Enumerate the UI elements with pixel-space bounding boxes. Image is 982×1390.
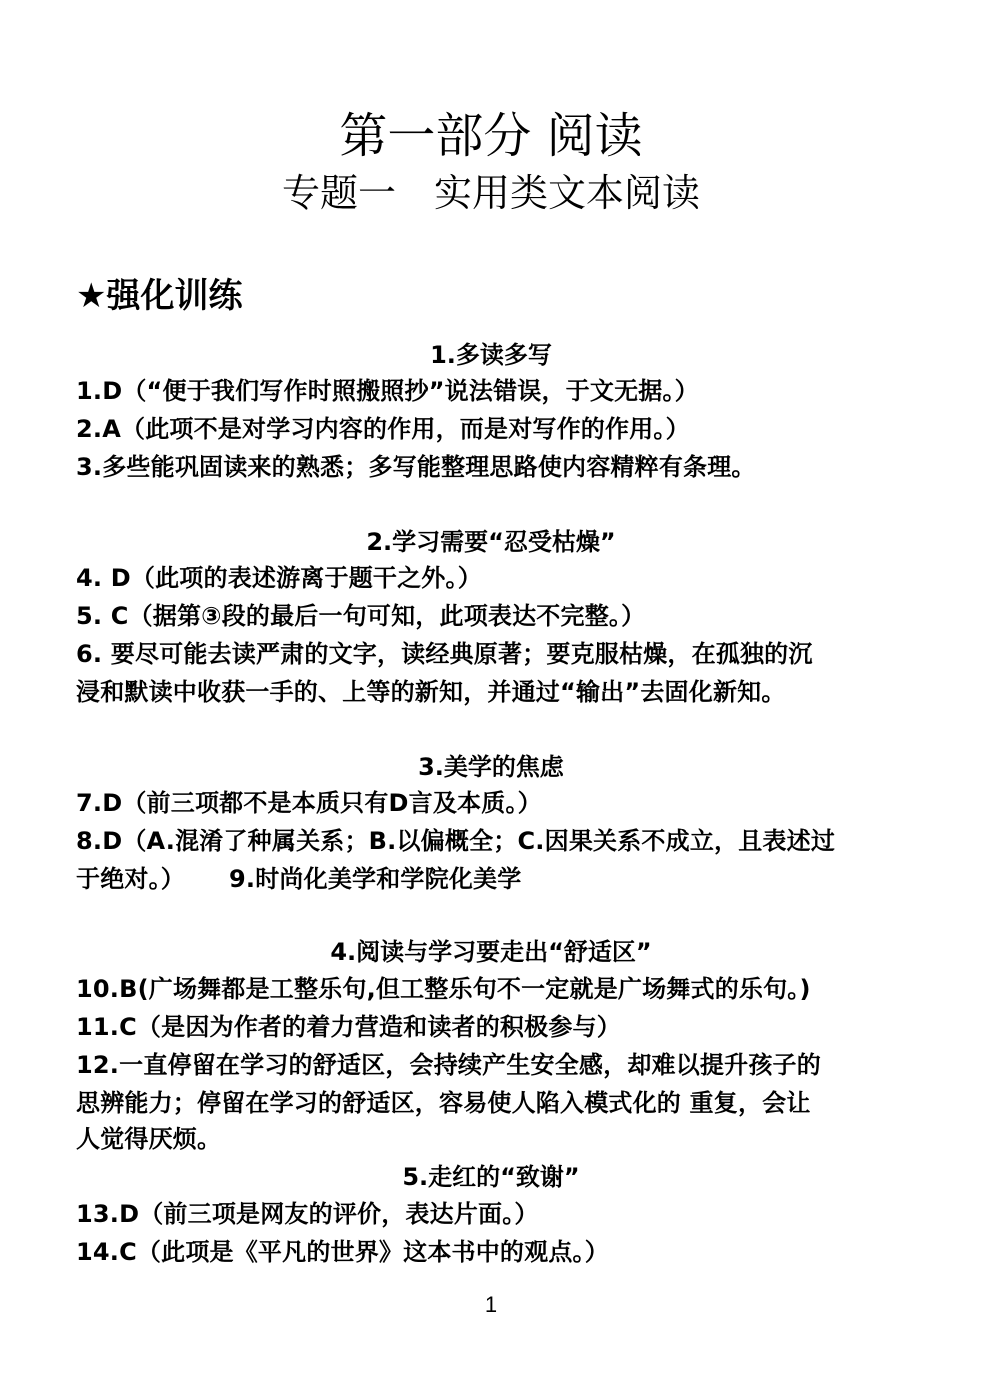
answer-line: 4. D（此项的表述游离于题干之外。）	[76, 564, 482, 592]
answer-text: 9.时尚化美学和学院化美学	[229, 865, 522, 893]
answer-line: 2.A（此项不是对学习内容的作用，而是对写作的作用。）	[76, 415, 690, 443]
item-title-2: 2.学习需要“忍受枯燥”	[366, 528, 616, 556]
answer-line: 7.D（前三项都不是本质只有D言及本质。）	[76, 789, 542, 817]
answer-line: 8.D（A.混淆了种属关系；B.以偏概全；C.因果关系不成立，且表述过	[76, 827, 836, 855]
part-title: 第一部分 阅读	[339, 108, 643, 164]
item-title-1: 1.多读多写	[430, 341, 552, 369]
answer-line: 6. 要尽可能去读严肃的文字，读经典原著；要克服枯燥，在孤独的沉	[76, 640, 813, 668]
answer-text: 于绝对。）	[76, 865, 185, 893]
answer-line: 13.D（前三项是网友的评价，表达片面。）	[76, 1200, 539, 1228]
answer-line: 14.C（此项是《平凡的世界》这本书中的观点。）	[76, 1238, 609, 1266]
item-title-5: 5.走红的“致谢”	[402, 1163, 580, 1191]
answer-line: 5. C（据第③段的最后一句可知，此项表达不完整。）	[76, 602, 646, 630]
section-label: ★强化训练	[76, 276, 243, 316]
answer-line: 1.D（“便于我们写作时照搬照抄”说法错误，于文无据。）	[76, 377, 699, 405]
answer-line: 思辨能力；停留在学习的舒适区，容易使人陷入模式化的 重复，会让	[76, 1089, 811, 1117]
answer-line: 12.一直停留在学习的舒适区，会持续产生安全感，却难以提升孩子的	[76, 1051, 821, 1079]
answer-line: 人觉得厌烦。	[76, 1125, 222, 1153]
item-title-4: 4.阅读与学习要走出“舒适区”	[330, 938, 652, 966]
page-number: 1	[484, 1292, 498, 1317]
answer-line: 浸和默读中收获一手的、上等的新知，并通过“输出”去固化新知。	[76, 678, 786, 706]
answer-line: 10.B(广场舞都是工整乐句,但工整乐句不一定就是广场舞式的乐句。)	[76, 975, 811, 1003]
answer-line: 3.多些能巩固读来的熟悉；多写能整理思路使内容精粹有条理。	[76, 453, 756, 481]
answer-line-combined	[76, 861, 906, 898]
item-title-3: 3.美学的焦虑	[418, 753, 564, 781]
answer-line: 11.C（是因为作者的着力营造和读者的积极参与）	[76, 1013, 621, 1041]
topic-title: 专题一 实用类文本阅读	[281, 171, 700, 215]
